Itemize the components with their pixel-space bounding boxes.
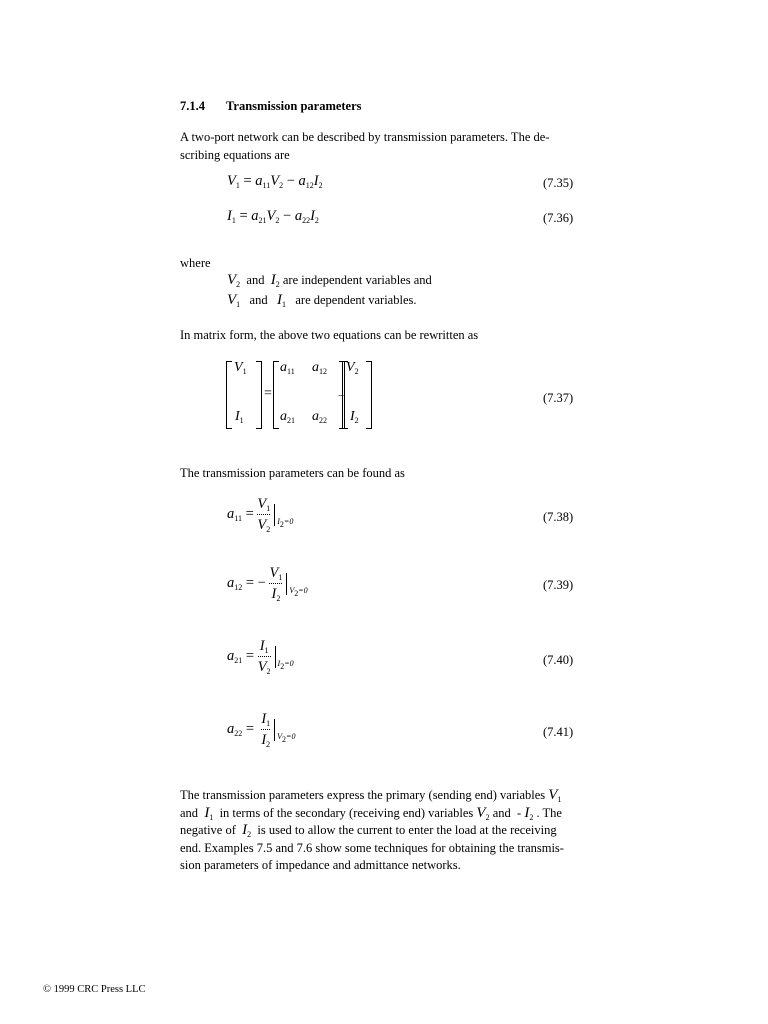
closing-line-3b: is used to allow the current to enter the load at the receiving [257, 823, 557, 837]
copyright-footer: © 1999 CRC Press LLC [43, 984, 146, 995]
where-line-2-text: are dependent variables. [295, 293, 417, 307]
equation-7-35: $V_1 = a_{11}V_2 - a_{12}I_2$ [227, 173, 323, 190]
equation-number-7-37: (7.37) [543, 391, 574, 405]
equation-7-40: $a_{21}$ = $\frac{I_1}{V_2}$ $_{I_2=0}$ [227, 638, 294, 676]
closing-line-5: sion parameters of impedance and admittance networks. [180, 858, 461, 872]
where-label: where [180, 256, 211, 270]
intro-line-2: scribing equations are [180, 148, 290, 162]
and-word-1: and [246, 273, 265, 287]
matrix-minus: − [338, 390, 345, 402]
equation-number-7-39: (7.39) [543, 578, 574, 592]
matrix-a21: $a_{21}$ [280, 409, 295, 425]
matrix-equals: = [264, 386, 272, 401]
matrix-a22: $a_{22}$ [312, 409, 327, 425]
matrix-equation-7-37 [226, 357, 386, 431]
equation-number-7-35: (7.35) [543, 176, 574, 190]
closing-line-1-text: The transmission parameters express the primary (sending end) variables [180, 788, 546, 802]
where-line-2: $V_1$ and $I_1$ are dependent variables. [227, 292, 417, 309]
equation-7-39: $a_{12}$ = − $\frac{V_1}{I_2}$ $_{V_2=0}$ [227, 565, 308, 603]
bracket-left-a [273, 361, 279, 429]
equation-number-7-40: (7.40) [543, 653, 574, 667]
matrix-v2: $V_2$ [346, 360, 359, 376]
matrix-a11: $a_{11}$ [280, 360, 295, 376]
and-word-2: and [249, 293, 268, 307]
intro-line-1: A two-port network can be described by transmission parameters. The de- [180, 130, 550, 144]
section-title: Transmission parameters [226, 99, 362, 113]
equation-number-7-36: (7.36) [543, 211, 574, 225]
closing-line-2b: in terms of the secondary (receiving end) variables [219, 805, 474, 820]
bracket-left-v [226, 361, 232, 429]
matrix-intro: In matrix form, the above two equations can be rewritten as [180, 328, 479, 342]
bracket-right-v [256, 361, 262, 429]
where-line-1-text: are independent variables and [282, 273, 432, 287]
closing-line-3a: negative of [180, 823, 236, 837]
closing-line-2c: and [492, 805, 511, 820]
where-line-1: $V_2$ and $I_2$ are independent variables and [227, 272, 432, 289]
closing-paragraph [180, 787, 580, 875]
matrix-i2: $I_2$ [350, 409, 359, 425]
equation-number-7-38: (7.38) [543, 510, 574, 524]
equation-number-7-41: (7.41) [543, 725, 574, 739]
intro-paragraph [180, 128, 580, 164]
matrix-v1: $V_1$ [234, 360, 247, 376]
closing-line-2a: and [180, 805, 199, 820]
closing-line-1: The transmission parameters express the primary (sending end) variables $V_1$ [180, 787, 562, 804]
equation-7-41: $a_{22}$ = $\frac{I_1}{I_2}$ $_{V_2=0}$ [227, 711, 296, 749]
matrix-i1: $I_1$ [235, 409, 244, 425]
closing-line-2: and $I_1$ in terms of the secondary (receiving end) variables $V_2$ and - $I_2$ . The [180, 804, 562, 822]
equation-7-36: $I_1 = a_{21}V_2 - a_{22}I_2$ [227, 208, 319, 225]
section-number: 7.1.4 [180, 99, 205, 113]
closing-line-3: negative of $I_2$ is used to allow the current to enter the load at the receiving [180, 822, 557, 839]
section-heading [180, 99, 362, 114]
found-intro: The transmission parameters can be found as [180, 466, 405, 480]
closing-line-4: end. Examples 7.5 and 7.6 show some techniques for obtaining the transmis- [180, 840, 564, 855]
closing-line-2d: . The [536, 805, 562, 820]
bracket-right-v2 [366, 361, 372, 429]
equation-7-38: $a_{11}$ = $\frac{V_1}{V_2}$ $_{I_2=0}$ [227, 496, 294, 534]
matrix-a12: $a_{12}$ [312, 360, 327, 376]
